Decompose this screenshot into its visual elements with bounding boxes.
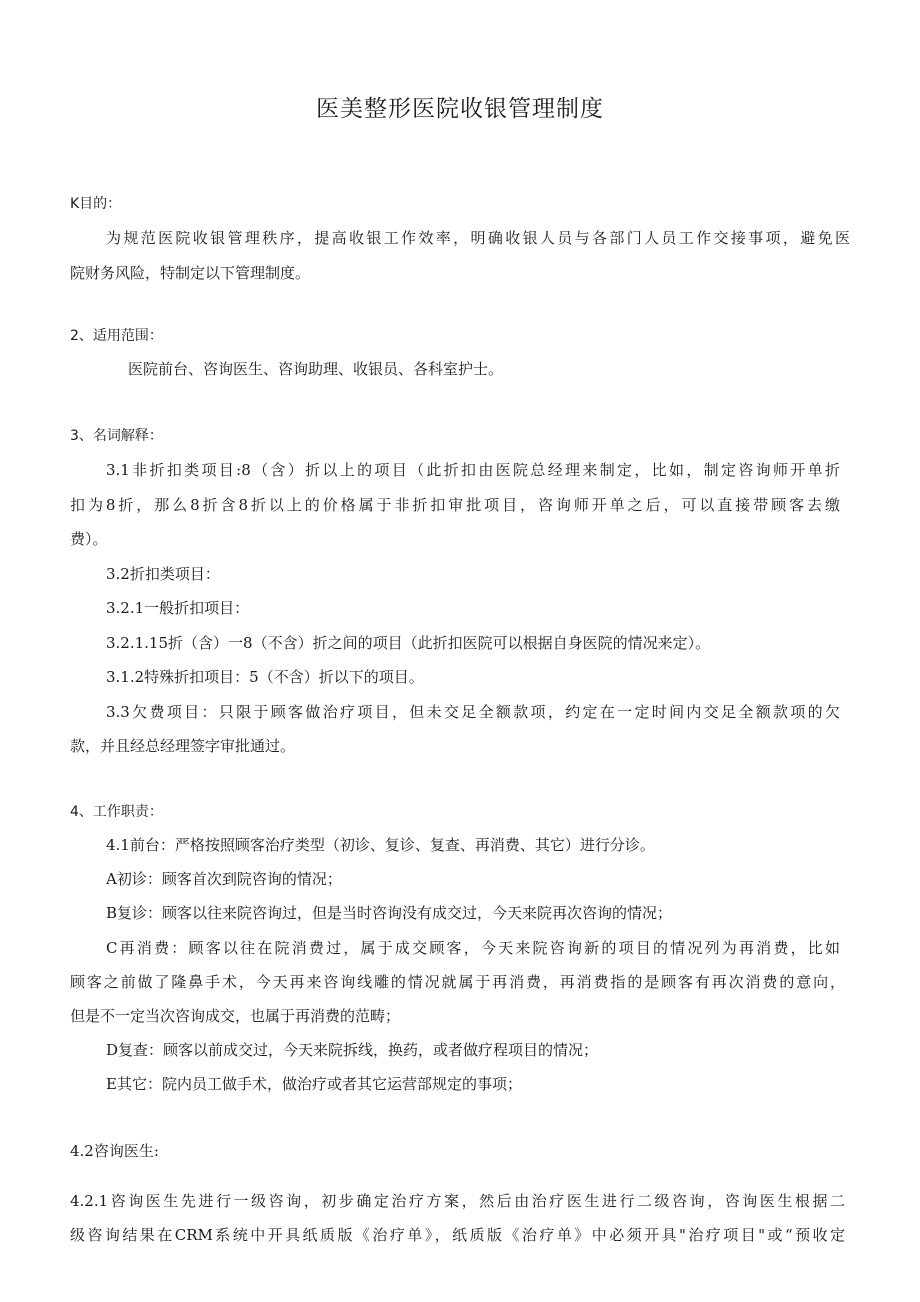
section-4-item-a: A初诊：顾客首次到院咨询的情况； <box>106 870 342 888</box>
section-3-paragraph-1-line-1: 3.1非折扣类项目:8（含）折以上的项目（此折扣由医院总经理来制定，比如，制定咨询师开单折 <box>106 461 840 479</box>
section-4-heading: 4、工作职责： <box>70 804 163 820</box>
document-title: 医美整形医院收银管理制度 <box>316 96 604 122</box>
section-4-item-c-line-3: 但是不一定当次咨询成交，也属于再消费的范畴； <box>70 1007 401 1025</box>
section-4-2-1-line-1: 4.2.1咨询医生先进行一级咨询，初步确定治疗方案，然后由治疗医生进行二级咨询，咨询医生根据二 <box>70 1192 845 1210</box>
section-2-paragraph: 医院前台、咨询医生、咨询助理、收银员、各科室护士。 <box>128 360 504 378</box>
section-3-paragraph-3: 3.2.1一般折扣项目： <box>106 599 250 617</box>
section-1-paragraph-line-1: 为规范医院收银管理秩序，提高收银工作效率，明确收银人员与各部门人员工作交接事项，避免医 <box>106 229 850 247</box>
section-4-item-e: E其它：院内员工做手术，做治疗或者其它运营部规定的事项； <box>106 1075 522 1093</box>
section-4-item-b: B复诊：顾客以往来院咨询过，但是当时咨询没有成交过，今天来院再次咨询的情况； <box>106 904 673 922</box>
section-4-2-1-line-2: 级咨询结果在CRM系统中开具纸质版《治疗单》，纸质版《治疗单》中必须开具"治疗项目"或“预收定 <box>70 1226 845 1244</box>
section-3-paragraph-4: 3.2.1.15折（含）一8（不含）折之间的项目（此折扣医院可以根据自身医院的情况来定）。 <box>106 634 711 652</box>
section-3-paragraph-5: 3.1.2特殊折扣项目：5（不含）折以下的项目。 <box>106 668 424 686</box>
section-4-paragraph-1: 4.1前台：严格按照顾客治疗类型（初诊、复诊、复查、再消费、其它）进行分诊。 <box>106 836 655 854</box>
section-3-paragraph-6-line-2: 款，并且经总经理签字审批通过。 <box>70 737 296 755</box>
section-3-heading: 3、名词解释： <box>70 428 163 444</box>
section-3-paragraph-6-line-1: 3.3欠费项目：只限于顾客做治疗项目，但未交足全额款项，约定在一定时间内交足全额款项的欠 <box>106 703 840 721</box>
section-3-paragraph-2: 3.2折扣类项目： <box>106 565 220 583</box>
section-4-item-d: D复查：顾客以前成交过，今天来院拆线，换药，或者做疗程项目的情况； <box>106 1041 599 1059</box>
section-1-heading: K目的： <box>70 196 122 212</box>
section-3-paragraph-1-line-3: 费）。 <box>70 530 108 548</box>
section-4-item-c-line-2: 顾客之前做了隆鼻手术，今天再来咨询线雕的情况就属于再消费，再消费指的是顾客有再次消费的意向， <box>70 973 845 991</box>
section-4-2-heading: 4.2咨询医生: <box>70 1142 159 1160</box>
section-2-heading: 2、适用范围： <box>70 328 163 344</box>
section-4-item-c-line-1: C再消费：顾客以往在院消费过，属于成交顾客，今天来院咨询新的项目的情况列为再消费，比如 <box>106 939 840 957</box>
section-3-paragraph-1-line-2: 扣为8折，那么8折含8折以上的价格属于非折扣审批项目，咨询师开单之后，可以直接带顾客去缴 <box>70 496 840 514</box>
section-1-paragraph-line-2: 院财务风险，特制定以下管理制度。 <box>70 264 311 282</box>
